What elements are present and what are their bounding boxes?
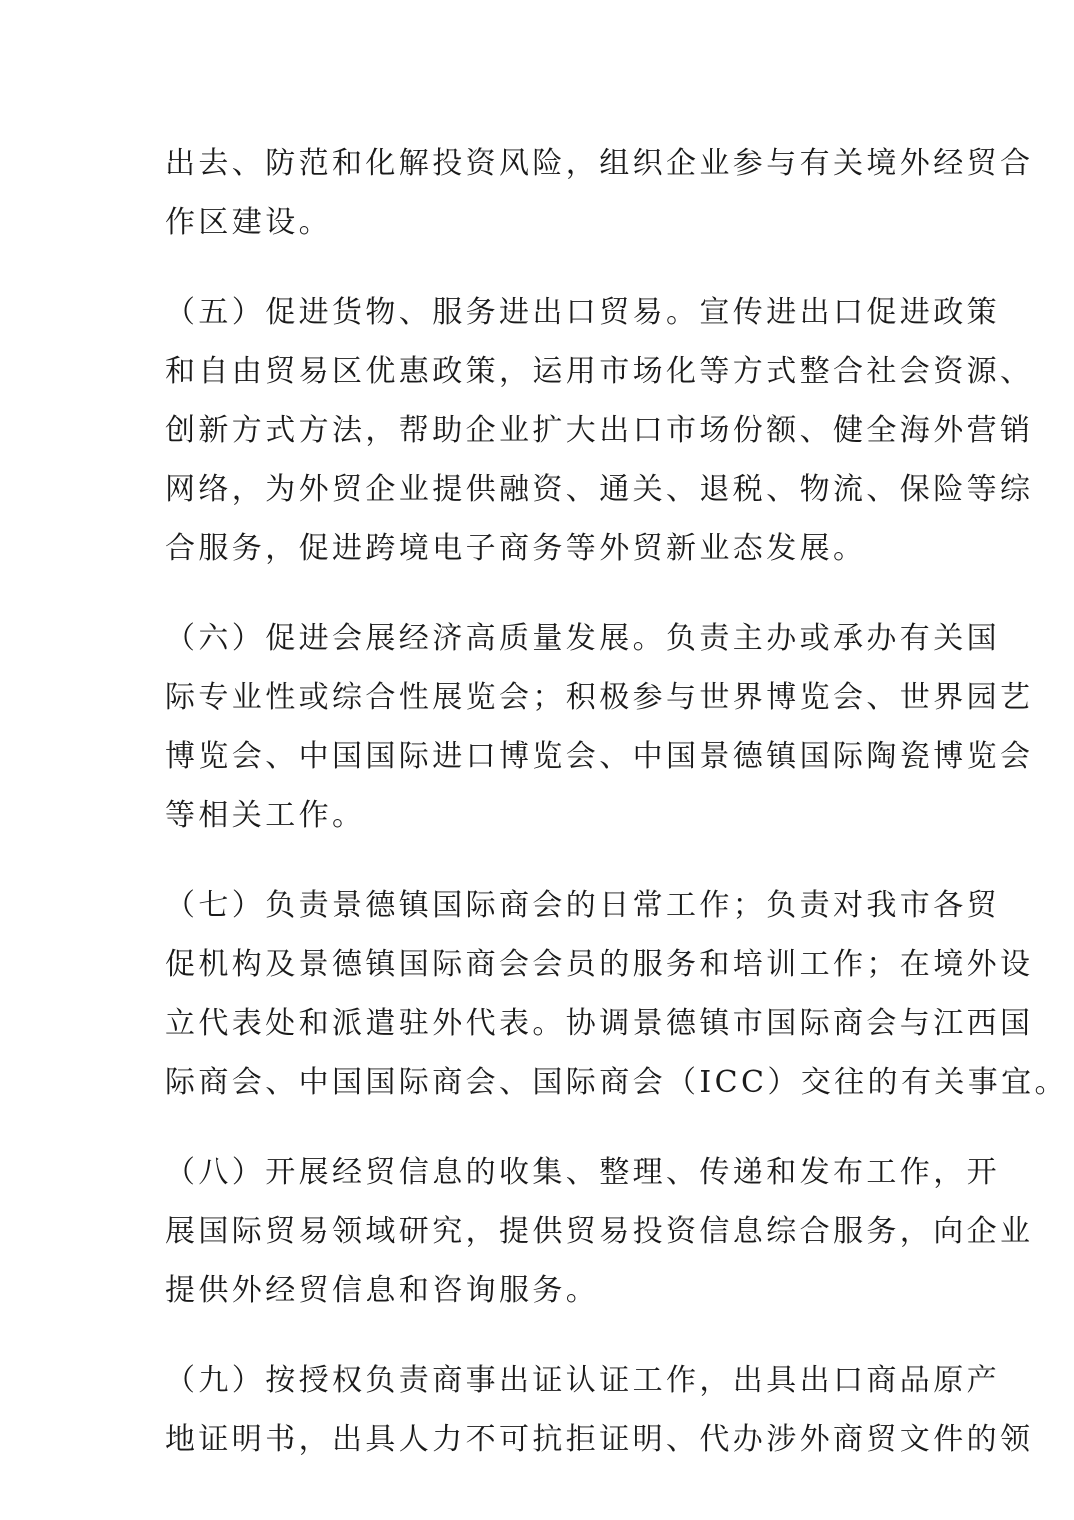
text-line: 展国际贸易领域研究，提供贸易投资信息综合服务，向企业 [165,1214,1034,1249]
text-line: 网络，为外贸企业提供融资、通关、退税、物流、保险等综 [165,472,1034,507]
document-page [165,134,1068,1500]
paragraph-item-5 [165,283,1034,578]
text-line: （八）开展经贸信息的收集、整理、传递和发布工作，开 [165,1155,1000,1190]
text-line: （五）促进货物、服务进出口贸易。宣传进出口促进政策 [165,295,1000,330]
paragraph-continued [165,134,1034,252]
paragraph-item-6 [165,609,1034,845]
text-line: 出去、防范和化解投资风险，组织企业参与有关境外经贸合 [165,146,1034,181]
text-line: 等相关工作。 [165,798,366,833]
text-line: 际专业性或综合性展览会；积极参与世界博览会、世界园艺 [165,680,1034,715]
text-line: 提供外经贸信息和咨询服务。 [165,1273,600,1308]
text-line: 创新方式方法，帮助企业扩大出口市场份额、健全海外营销 [165,413,1034,448]
text-line: （九）按授权负责商事出证认证工作，出具出口商品原产 [165,1363,1000,1398]
text-line: 际商会、中国国际商会、国际商会（ICC）交往的有关事宜。 [165,1065,1068,1100]
paragraph-item-9 [165,1351,1034,1469]
text-line: 作区建设。 [165,205,332,240]
paragraph-item-8 [165,1143,1034,1320]
paragraph-item-7 [165,876,1068,1112]
text-line: （七）负责景德镇国际商会的日常工作；负责对我市各贸 [165,888,1000,923]
text-line: 合服务，促进跨境电子商务等外贸新业态发展。 [165,531,867,566]
text-line: 地证明书，出具人力不可抗拒证明、代办涉外商贸文件的领 [165,1422,1034,1457]
text-line: 博览会、中国国际进口博览会、中国景德镇国际陶瓷博览会 [165,739,1034,774]
text-line: 立代表处和派遣驻外代表。协调景德镇市国际商会与江西国 [165,1006,1034,1041]
text-line: 促机构及景德镇国际商会会员的服务和培训工作；在境外设 [165,947,1034,982]
text-line: 和自由贸易区优惠政策，运用市场化等方式整合社会资源、 [165,354,1034,389]
text-line: （六）促进会展经济高质量发展。负责主办或承办有关国 [165,621,1000,656]
